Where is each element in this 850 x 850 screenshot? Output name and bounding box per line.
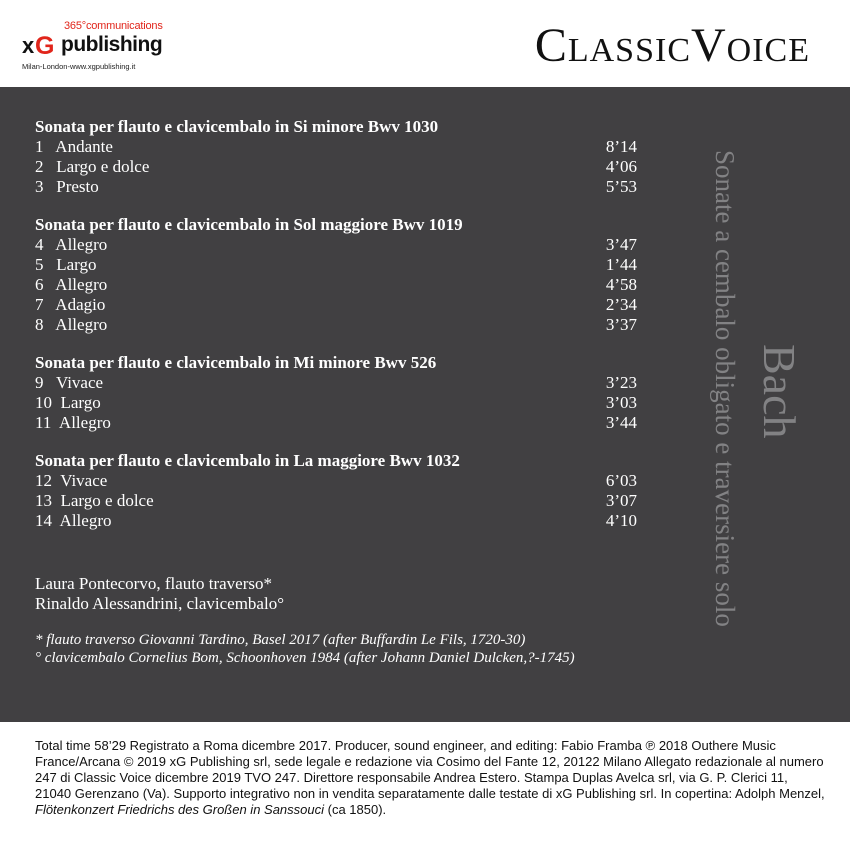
- track-row: [35, 471, 637, 491]
- track-row: [35, 373, 637, 393]
- logo-subline: Milan-London-www.xgpublishing.it: [22, 62, 136, 71]
- track-name: 11 Allegro: [35, 413, 111, 432]
- track-row: [35, 511, 637, 531]
- sonata-list: [35, 117, 637, 549]
- svg-text:G: G: [35, 32, 55, 58]
- album-vertical-subtitle: Sonate a cembalo obligato e traversiere solo: [710, 150, 740, 627]
- track-duration: 4’58: [605, 275, 637, 294]
- track-row: [35, 255, 637, 275]
- track-row: [35, 491, 637, 511]
- footnote-flute: * flauto traverso Giovanni Tardino, Basel 2017 (after Buffardin Le Fils, 1720-30): [35, 632, 526, 648]
- track-duration: 3’23: [605, 373, 637, 392]
- track-duration: 8’14: [605, 137, 637, 156]
- track-row: [35, 393, 637, 413]
- track-duration: 1’44: [605, 255, 637, 274]
- credits-footer: [35, 738, 825, 818]
- composer-vertical-title: Bach: [754, 344, 805, 439]
- track-row: [35, 295, 637, 315]
- track-name: 5 Largo: [35, 255, 97, 274]
- track-duration: 4’06: [605, 157, 637, 176]
- track-duration: 4’10: [605, 511, 637, 530]
- performers: [35, 574, 284, 614]
- track-duration: 5’53: [605, 177, 637, 196]
- track-name: 13 Largo e dolce: [35, 491, 154, 510]
- sonata-title: Sonata per flauto e clavicembalo in Si minore Bwv 1030: [35, 117, 439, 136]
- instrument-footnotes: [35, 631, 625, 667]
- sonata-block: [35, 215, 637, 335]
- track-row: [35, 137, 637, 157]
- footnote-harpsichord: ° clavicembalo Cornelius Bom, Schoonhoven 1984 (after Johann Daniel Dulcken,?-1745): [35, 650, 575, 666]
- track-name: 8 Allegro: [35, 315, 108, 334]
- track-name: 10 Largo: [35, 393, 101, 412]
- credits-text: Total time 58’29 Registrato a Roma dicembre 2017. Producer, sound engineer, and editing: Fabio Framba ℗ 2018 Outhere Music France/Arcana © 2019 xG Publishing srl, sede legale e redazione via Cosimo del Fante 12, 20122 Milano Allegato redazionale al numero 247 di Classic Voice dicembre 2019 TVO 247. Direttore responsabile Andrea Estero. Stampa Duplas Avelca srl, via G. P. Clerici 11, 21040 Gerenzano (Va). Supporto integrativo non in vendita separatamente dalle testate di xG Publishing srl. In copertina: Adolph Menzel,: [35, 738, 825, 801]
- track-row: [35, 235, 637, 255]
- track-duration: 3’03: [605, 393, 637, 412]
- track-name: 7 Adagio: [35, 295, 106, 314]
- logo-name: publishing: [61, 33, 163, 56]
- sonata-title: Sonata per flauto e clavicembalo in Mi minore Bwv 526: [35, 353, 437, 372]
- track-duration: 3’37: [605, 315, 637, 334]
- credits-text-end: (ca 1850).: [324, 802, 387, 817]
- xg-publishing-logo: [22, 20, 182, 72]
- sonata-block: [35, 353, 637, 433]
- performer-flute: Laura Pontecorvo, flauto traverso*: [35, 574, 272, 593]
- track-row: [35, 413, 637, 433]
- xg-logo-mark-icon: [22, 32, 58, 58]
- cover-artwork-title: Flötenkonzert Friedrichs des Großen in Sanssouci: [35, 802, 325, 817]
- track-duration: 2’34: [605, 295, 637, 314]
- track-duration: 3’44: [605, 413, 637, 432]
- track-name: 14 Allegro: [35, 511, 112, 530]
- track-row: [35, 157, 637, 177]
- svg-text:x: x: [22, 33, 35, 58]
- track-name: 6 Allegro: [35, 275, 108, 294]
- track-name: 9 Vivace: [35, 373, 104, 392]
- logo-tagline: 365°communications: [64, 20, 163, 32]
- track-name: 2 Largo e dolce: [35, 157, 150, 176]
- masthead-title: ClassicVoice: [534, 19, 810, 72]
- track-name: 1 Andante: [35, 137, 113, 156]
- track-name: 12 Vivace: [35, 471, 108, 490]
- track-row: [35, 315, 637, 335]
- track-row: [35, 275, 637, 295]
- header: [0, 0, 850, 87]
- sonata-block: [35, 451, 637, 531]
- track-duration: 3’47: [605, 235, 637, 254]
- sonata-title: Sonata per flauto e clavicembalo in La maggiore Bwv 1032: [35, 451, 460, 470]
- performer-harpsichord: Rinaldo Alessandrini, clavicembalo°: [35, 594, 284, 613]
- track-row: [35, 177, 637, 197]
- track-duration: 6’03: [605, 471, 637, 490]
- sonata-block: [35, 117, 637, 197]
- track-name: 3 Presto: [35, 177, 99, 196]
- sonata-title: Sonata per flauto e clavicembalo in Sol maggiore Bwv 1019: [35, 215, 463, 234]
- track-duration: 3’07: [605, 491, 637, 510]
- track-name: 4 Allegro: [35, 235, 108, 254]
